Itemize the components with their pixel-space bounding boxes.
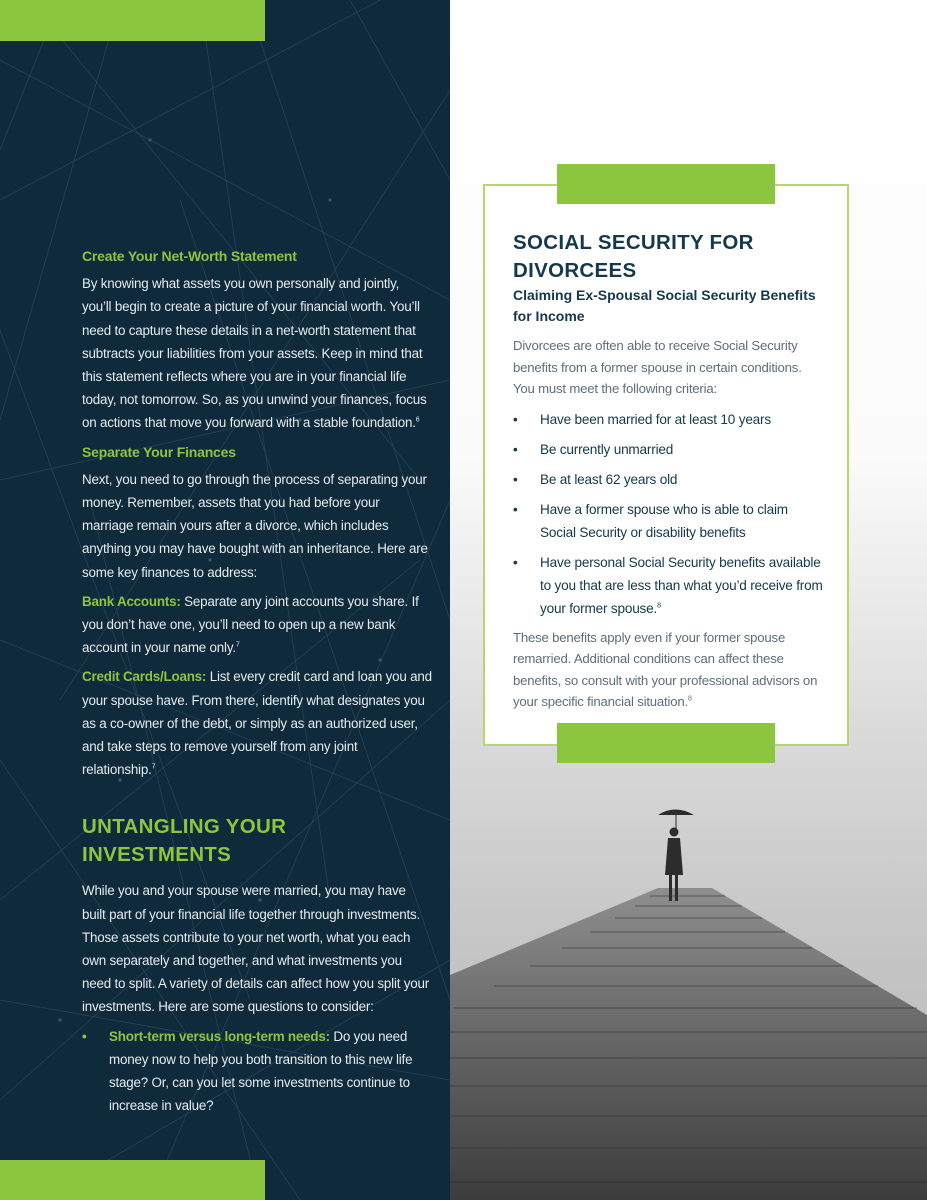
bottom-accent-bar (0, 1160, 265, 1200)
bullet-icon: • (513, 501, 518, 517)
callout-top-accent-bar (557, 164, 775, 204)
list-item: • Short-term versus long-term needs: Do you need money now to help you both transition to this new life stage? Or, can you let some investments continue to increase in value? (82, 1025, 432, 1118)
bullet-icon: • (513, 471, 518, 487)
callout-subtitle: Claiming Ex-Spousal Social Security Benefits for Income (513, 287, 816, 324)
credit-cards-lead: Credit Cards/Loans: (82, 669, 207, 685)
separate-finances-heading: Separate Your Finances (82, 443, 236, 460)
bullet-icon: • (513, 411, 518, 427)
footnote-ref: 8 (688, 695, 692, 703)
left-column-text (82, 245, 432, 1118)
criteria-list (513, 408, 823, 620)
list-item: • Be currently unmarried (513, 438, 823, 461)
list-item: • Have personal Social Security benefits available to you that are less than what you’d receive from your former spouse.$^8$ (513, 551, 823, 620)
callout-intro: Divorcees are often able to receive Social Security benefits from a former spouse in certain conditions. You must meet the following criteria: (513, 338, 802, 396)
networth-heading: Create Your Net-Worth Statement (82, 248, 297, 264)
list-item: • Have a former spouse who is able to claim Social Security or disability benefits (513, 498, 823, 544)
bullet-icon: • (513, 441, 518, 457)
callout-content (513, 229, 823, 713)
networth-paragraph: By knowing what assets you own personally and jointly, you’ll begin to create a picture of your financial worth. You’ll need to capture these details in a net-worth statement that subtracts your liabilities from your assets. Keep in mind that this statement reflects where you are in your financial life today, not tomorrow. So, as you unwind your finances, focus on actions that move you forward with a stable foundation.$^6$ (82, 276, 427, 431)
footnote-ref: 8 (657, 601, 661, 609)
callout-closing: These benefits apply even if your former spouse remarried. Additional conditions can affect these benefits, so consult with your professional advisors on your specific financial situation.$^8$ (513, 629, 818, 709)
list-item: • Be at least 62 years old (513, 468, 823, 491)
investment-questions-list (82, 1025, 432, 1118)
list-item: • Have been married for at least 10 years (513, 408, 823, 431)
footnote-ref: 7 (235, 641, 240, 649)
credit-cards-paragraph: Credit Cards/Loans: List every credit card and loan you and your spouse have. From there, identify what designates you as a co-owner of the debt, or simply as an authorized user, and take steps to remove yourself from any joint relationship.$^7$ (82, 669, 432, 778)
bank-accounts-paragraph: Bank Accounts: Separate any joint accounts you share. If you don’t have one, you’ll need to open up a new bank account in your name only.$^7$ (82, 593, 419, 656)
bullet-icon: • (82, 1028, 87, 1044)
footnote-ref: 7 (151, 763, 156, 771)
callout-title: SOCIAL SECURITY FOR DIVORCEES (513, 231, 754, 282)
bullet-icon: • (513, 554, 518, 570)
investments-paragraph: While you and your spouse were married, you may have built part of your financial life together through investments. Those assets contribute to your net worth, what you each own separately and together, and what investments you need to split. A variety of details can affect how you split your investments. Here are some questions to consider: (82, 883, 430, 1015)
separate-finances-paragraph: Next, you need to go through the process of separating your money. Remember, assets that you had before your marriage remain yours after a divorce, which includes anything you may have bought with an inheritance. Here are some key finances to address: (82, 471, 428, 580)
top-accent-bar (0, 0, 265, 41)
investments-section-title: UNTANGLING YOUR INVESTMENTS (82, 815, 287, 867)
bank-accounts-lead: Bank Accounts: (82, 593, 181, 609)
callout-bottom-accent-bar (557, 723, 775, 763)
footnote-ref: 6 (415, 416, 420, 424)
